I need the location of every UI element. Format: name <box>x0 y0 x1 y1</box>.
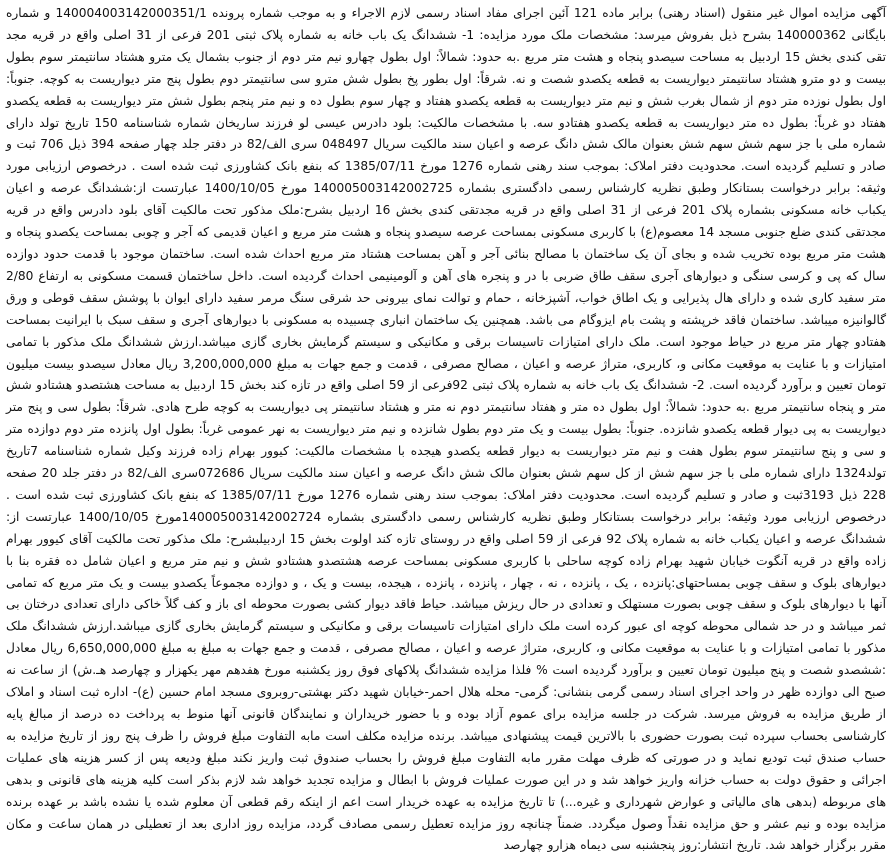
notice-body-text: آگهی مزایده اموال غیر منقول (اسناد رهنی) برابر ماده 121 آئین اجرای مفاد اسناد رسمی لازم الاجراء و به موجب شماره پرونده 140004003142000351/1 و شماره بایگانی 140000362 بشرح ذیل بفروش میرسد: مشخصات ملک مورد مزایده: 1- ششدانگ یک باب خانه به شماره پلاک ثبتی 201 فرعی از 31 اصلی واقع در قریه مجد تقی کندی بخش 15 اردبیل به مساحت سیصدو پنجاه و هشت متر مربع .به حدود: شمالاً: اول بطول چهارو نیم متر دوم از جنوب بشمال یک مترو هشتاد سانتیمتر سوم بطول بیست و دو مترو هشتاد سانتیمتر دیواریست به قطعه یکصدو شصت و نه. شرقاً: اول بطور پخ بطول شش مترو سی سانتیمتر دوم بطول پنج متر دیواریست به کوچه. جنوباً: اول بطول نوزده متر دوم از شمال بغرب شش و نیم متر دیواریست به قطعه یکصدو هفتاد و چهار سوم بطول ده و نیم متر پنجم بطول شش متر دیواریست به قطعه یکصدو هفتاد دو غرباً: بطول ده متر دیواریست به قطعه یکصدو هفتادو سه. با مشخصات مالکیت: بلود دادرس عیسی لو فرزند ساریخان شماره شناسنامه 150 تاریخ تولد دارای شماره ملی با جز سهم شش سهم شش بعنوان مالک شش دانگ عرصه و اعیان سند مالکیت سریال 048497 سری الف/82 در دفتر جلد چهار صفحه 394 ذیل 706 ثبت و صادر و تسلیم گردیده است. محدودیت دفتر املاک: بموجب سند رهنی شماره 1276 مورخ 1385/07/11 که بنفع بانک کشاورزی ثبت شده است . درخصوص ارزیابی مورد وثیقه: برابر درخواست بستانکار وطبق نظریه کارشناس رسمی دادگستری بشماره 140005003142002725 مورخ 1400/10/05 عبارتست از:ششدانگ عرصه و اعیان یکباب خانه مسکونی بشماره پلاک 201 فرعی از 31 اصلی واقع در قریه مجدتقی کندی بخش 16 اردبیل بشرح:ملک مذکور تحت مالکیت آقای بلود دادرس واقع در قریه مجدتقی کندی ضلع جنوبی مسجد 14 معصوم(ع) با کاربری مسکونی بمساحت عرصه سیصدو پنجاه و هشت متر مربع و اعیان قدیمی که آجر و چوبی بمساحت یکصدو پنجاه و هشت متر مربع بوده تخریب شده و بجای آن یک ساختمان با مصالح بنائی آجر و آهن بمساحت هشتاد متر مربع احداث شده است. ساختمان موجود با قدمت حدود دوازده سال که پی و کرسی سنگی و دیوارهای آجری سقف طاق ضربی با در و پنجره های آهن و آلومینیمی احداث گردیده است. داخل ساختمان قسمت مسکونی به ارتفاع 2/80 متر سفید کاری شده و دارای هال پذیرایی و یک اطاق خواب، آشپزخانه ، حمام و توالت نمای بیرونی حد شرقی سنگ مرمر سفید دارای ایوان با پوشش سقف قوطی و ورق گالوانیزه میباشد. ساختمان فاقد خرپشته و پشت بام ایزوگام می باشد. همچنین یک ساختمان انباری چسبیده به مسکونی با دیوارهای آجری و سقف سبک با ایرانیت بمساحت هفتادو چهار متر مربع در حیاط موجود است. ملک دارای امتیازات تاسیسات برقی و مکانیکی و سیستم گرمایش بخاری گازی میباشد.ارزش ششدانگ ملک مذکور با تمامی امتیازات و با عنایت به موقعیت مکانی و، کاربری، متراژ عرصه و اعیان ، مصالح مصرفی ، قدمت و جمع جهات به مبلغ 3,200,000,000 ریال معادل سیصدو بیست میلیون تومان تعیین و برآورد گردیده است. 2- ششدانگ یک باب خانه به شماره پلاک ثبتی 92فرعی از 59 اصلی واقع در تازه کند بخش 15 اردبیل به مساحت هشتصدو هشتادو شش متر و پنجاه سانتیمتر مربع .به حدود: شمالاً: اول بطول ده متر و هفتاد سانتیمتر دوم نه متر و هشتاد سانتیمتر پی دیواریست به کوچه طرح هادی. شرقاً: بطول سی و پنج متر دیواریست به پی دیوار قطعه یکصدو شانزده. جنوباً: بطول بیست و یک متر دوم بطول شانزده و نیم متر دیواریست به نهر عمومی غرباً: بطول اول پانزده متر دوم دوازده متر و سی و پنج سانتیمتر سوم بطول هفت و نیم متر دیواریست به دیوار قطعه یکصدو هیجده با مشخصات مالکیت: کیوور بهرام زاده فرزند وکیل شماره شناسنامه 7تاریخ تولد1324 دارای شماره ملی با جز سهم شش از کل سهم شش بعنوان مالک شش دانگ عرصه و اعیان سند مالکیت سریال 072686سری الف/82 در دفتر جلد 20 صفحه 228 ذیل 3193ثبت و صادر و تسلیم گردیده است. محدودیت دفتر املاک: بموجب سند رهنی شماره 1276 مورخ 1385/07/11 که بنفع بانک کشاورزی ثبت شده است . درخصوص ارزیابی مورد وثیقه: برابر درخواست بستانکار وطبق نظریه کارشناس رسمی دادگستری بشماره 140005003142002724مورخ 1400/10/05 عبارتست از: ششدانگ عرصه و اعیان یکباب خانه به شماره پلاک 92 فرعی از 59 اصلی واقع در روستای تازه کند اولوت بخش 15 اردبیلبشرح: ملک مذکور تحت مالکیت آقای کیوور بهرام زاده واقع در قریه آنگوت خیابان شهید بهرام زاده کوچه ساحلی با کاربری مسکونی بمساحت عرصه هشتصدو هشتادو شش و نیم متر مربع و اعیان شامل ده فقره بنا با دیوارهای بلوک و سقف چوبی بمساحتهای:پانزده ، یک ، پانزده ، نه ، چهار ، پانزده ، پانزده ، هیجده، بیست و یک ، و دوازده مجموعاً یکصدو بیست و یک متر مربع که تمامی آنها با دیوارهای بلوک و سقف چوبی بصورت مستهلک و تعدادی در حال ریزش میباشد. حیاط فاقد دیوار کشی بصورت محوطه ای باز و کف گلاً خاکی دارای تعدادی درختان بی ثمر میباشد و در حد شمالی محوطه کوچه ای عبور کرده است ملک دارای امتیازات تاسیسات برقی و مکانیکی و سیستم گرمایش بخاری گازی میباشد.ارزش ششدانگ ملک مذکور با تمامی امتیازات و با عنایت به موقعیت مکانی و، کاربری، متراژ عرصه و اعیان ، مصالح مصرفی ، قدمت و جمع جهات به مبلغ به مبلغ 6,650,000,000 ریال معادل :ششصدو شصت و پنج میلیون تومان تعیین و برآورد گردیده است % فلذا مزایده ششدانگ پلاکهای فوق روز یکشنبه مورخ هفدهم مهر یکهزار و چهارصد هـ.ش) از ساعت نه صبح الی دوازده ظهر در واحد اجرای اسناد رسمی گرمی بنشانی: گرمی- محله هلال احمر-خیابان شهید دکتر بهشتی-روبروی مسجد امام حسین (ع)- اداره ثبت اسناد و املاک از طریق مزایده به فروش میرسد. شرکت در جلسه مزایده برای عموم آزاد بوده و با حضور خریداران و نمایندگان قانونی آنها منوط به پرداخت ده درصد از مبالغ پایه کارشناسی بحساب سپرده ثبت بصورت حضوری با بالاترین قیمت پیشنهادی میباشد. برنده مزایده مکلف است مابه التفاوت مبلغ فروش را ظرف پنج روز از تاریخ مزایده به حساب صندق ثبت تودیع نماید و در صورتی که ظرف مهلت مقرر مابه التفاوت مبلغ فروش را بحساب صندوق ثبت واریز نکند مبلغ ودیعه پس از کسر هزینه های عملیات اجرائی و حقوق دولت به حساب خزانه واریز خواهد شد و در این صورت عملیات فروش با ابطال و مزایده تجدید خواهد شد لازم بذکر است کلیه هزینه های قانونی و بدهی های مربوطه (بدهی های مالیاتی و عوارض شهرداری و غیره...) تا تاریخ مزایده به عهده خریدار است اعم از اینکه رقم قطعی آن معلوم شده یا نشده باشد بر عهده برنده مزایده بوده و نیم عشر و حق مزایده نقداً وصول میگردد. ضمناً چنانچه روز مزایده تعطیل رسمی مصادف گردد، مزایده روز اداری بعد از تعطیلی در همان ساعت و مکان مقرر برگزار خواهد شد. تاریخ انتشار:روز پنجشنبه سی دیماه هزارو چهارصد <box>6 6 887 853</box>
auction-notice <box>6 3 887 853</box>
